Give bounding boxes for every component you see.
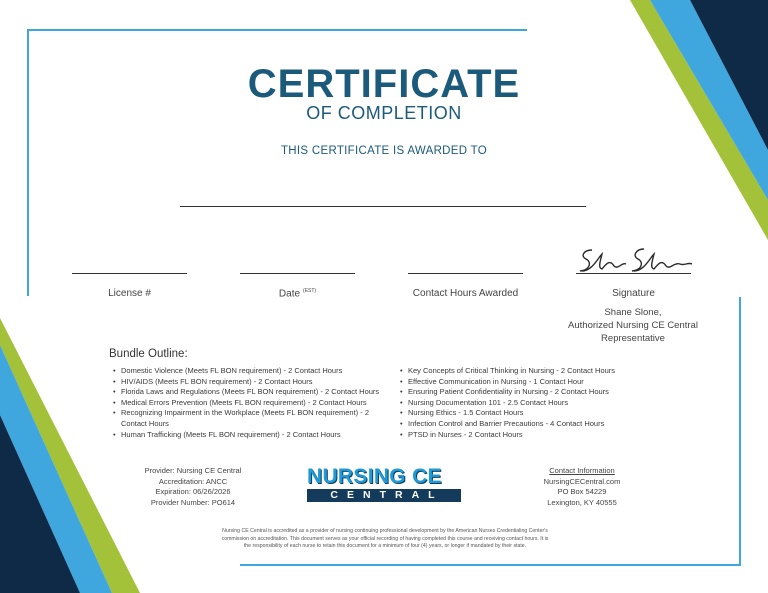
provider-expiration: Expiration: 06/26/2026 bbox=[155, 487, 231, 496]
contact-hours-label: Contact Hours Awarded bbox=[412, 288, 519, 299]
date-timezone-note: (EST) bbox=[303, 288, 317, 294]
date-label-wrap bbox=[240, 288, 355, 299]
signer-title-line1: Authorized Nursing CE Central bbox=[568, 320, 698, 331]
contact-city: Lexington, KY 40555 bbox=[547, 497, 617, 507]
list-item: • Effective Communication in Nursing - 1 Contact Hour bbox=[399, 377, 649, 388]
contact-website: NursingCECentral.com bbox=[543, 476, 621, 486]
license-label: License # bbox=[108, 288, 151, 299]
bundle-list-right bbox=[399, 366, 649, 440]
signer-title-line2: Representative bbox=[601, 333, 665, 344]
list-item: • Florida Laws and Regulations (Meets FL BON requirement) - 2 Contact Hours bbox=[112, 387, 394, 398]
license-line bbox=[72, 273, 187, 274]
signer-block bbox=[548, 306, 718, 345]
list-item: • PTSD in Nurses - 2 Contact Hours bbox=[399, 430, 649, 441]
logo-text-bottom: CENTRAL bbox=[307, 489, 461, 502]
list-item: • HIV/AIDS (Meets FL BON requirement) - 2 Contact Hours bbox=[112, 377, 394, 388]
list-item: • Key Concepts of Critical Thinking in Nursing - 2 Contact Hours bbox=[399, 366, 649, 377]
date-label: Date bbox=[278, 288, 301, 300]
certificate-subtitle: OF COMPLETION bbox=[306, 103, 462, 123]
contact-hours-line bbox=[408, 273, 523, 274]
accreditation-footer bbox=[178, 528, 592, 551]
contact-info bbox=[522, 466, 642, 508]
footer-line-3: the responsibility of each nurse to retain this document for a minimum of four (4) years, or longer if mandated by their state. bbox=[243, 543, 527, 549]
contact-heading: Contact Information bbox=[549, 466, 615, 475]
certificate-title: CERTIFICATE bbox=[247, 62, 521, 106]
list-item: • Medical Errors Prevention (Meets FL BON requirement) - 2 Contact Hours bbox=[112, 398, 394, 409]
list-item: • Nursing Documentation 101 - 2.5 Contact Hours bbox=[399, 398, 649, 409]
contact-po-box: PO Box 54229 bbox=[557, 487, 607, 496]
provider-accreditation: Accreditation: ANCC bbox=[158, 476, 228, 486]
list-item: • Human Trafficking (Meets FL BON requirement) - 2 Contact Hours bbox=[112, 430, 394, 441]
awarded-to-text: THIS CERTIFICATE IS AWARDED TO bbox=[280, 145, 488, 157]
signer-name: Shane Slone, bbox=[604, 307, 662, 318]
footer-line-2: commission on accreditation. This document serves as your official recording of having completed this course and receiving contact hours. It is bbox=[221, 535, 549, 542]
list-item: • Domestic Violence (Meets FL BON requirement) - 2 Contact Hours bbox=[112, 366, 394, 377]
provider-name: Provider: Nursing CE Central bbox=[144, 466, 242, 475]
bundle-outline-title: Bundle Outline: bbox=[109, 348, 188, 360]
list-item: • Nursing Ethics - 1.5 Contact Hours bbox=[399, 408, 649, 419]
logo-text-top: NURSING CE bbox=[307, 465, 442, 488]
recipient-name-line bbox=[180, 206, 586, 207]
list-item: • Infection Control and Barrier Precautions - 4 Contact Hours bbox=[399, 419, 649, 430]
footer-line-1: Nursing CE Central is accredited as a provider of nursing continuing professional development by the American Nurses Credentialing Center's bbox=[222, 528, 548, 534]
signature-image bbox=[572, 244, 697, 276]
date-line bbox=[240, 273, 355, 274]
provider-info bbox=[128, 466, 258, 508]
signature-label: Signature bbox=[612, 288, 655, 299]
nursing-ce-central-logo bbox=[307, 466, 461, 502]
bundle-list-left bbox=[112, 366, 394, 440]
list-item: • Recognizing Impairment in the Workplace (Meets FL BON requirement) - 2 Contact Hours bbox=[112, 408, 394, 429]
list-item: • Ensuring Patient Confidentiality in Nursing - 2 Contact Hours bbox=[399, 387, 649, 398]
provider-number: Provider Number: PO614 bbox=[150, 497, 236, 507]
